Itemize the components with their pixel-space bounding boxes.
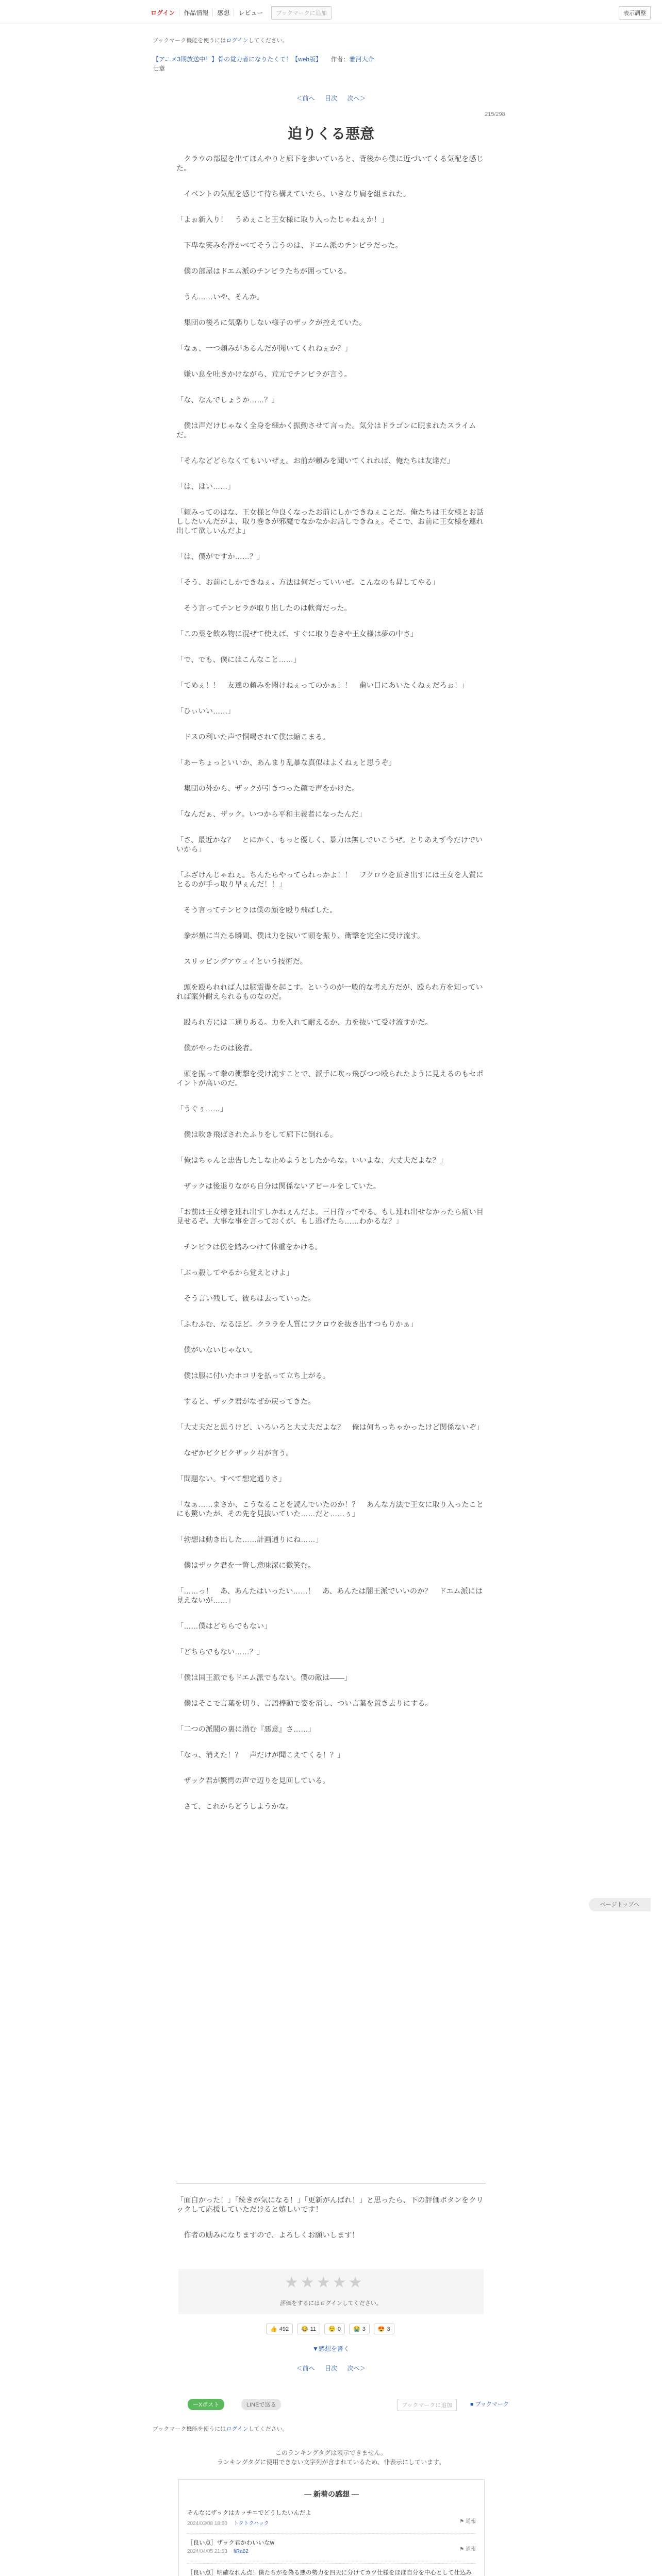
body-paragraph: 「そう、お前にしかできねぇ。方法は何だっていいぜ。こんなのも昇してやる」 <box>176 579 440 587</box>
body-paragraph: ザック君が驚愕の声で辺りを見回している。 <box>176 1777 330 1785</box>
body-paragraph: 「お前は王女様を連れ出すしかねぇんだよ。三日待ってやる。もし連れ出せなかったら痛い目見せるぞ。大事な事を言っておくが、もし逃げたら……わかるな？」 <box>176 1208 484 1226</box>
body-paragraph: 僕はそこで言葉を切り、言語捧動で姿を消し、つい言葉を置き去りにする。 <box>176 1700 433 1708</box>
body-paragraph: 「この薬を飲み物に混ぜて使えば、すぐに取り巻きや王女様は夢の中さ」 <box>176 630 418 638</box>
reaction-count: 3 <box>362 2326 366 2332</box>
reaction-count: 492 <box>279 2326 289 2332</box>
body-paragraph: 僕は声だけじゃなく全身を細かく振動させて言った。気分はドラゴンに睨まれたスライムだ。 <box>176 422 476 439</box>
reaction-button[interactable] <box>297 2324 320 2334</box>
body-paragraph: 下卑な笑みを浮かべてそう言うのは、ドエム派のチンピラだった。 <box>176 242 403 250</box>
body-paragraph: 「勃想は動き出した……計画通りにね……」 <box>176 1536 323 1544</box>
body-paragraph: そう言ってチンピラが取り出したのは軟膏だった。 <box>176 604 352 613</box>
login-link-inline-bottom[interactable]: ログイン <box>226 2426 249 2432</box>
reaction-count: 0 <box>337 2326 341 2332</box>
body-paragraph: 「問題ない。すべて想定通りさ」 <box>176 1475 286 1483</box>
body-paragraph: 「なっ、消えた！？ 声だけが聞こえてくる！？」 <box>176 1751 345 1759</box>
report-link[interactable]: ⚑ 通報 <box>459 2519 476 2524</box>
series-title-link[interactable]: 【アニメ3期放送中！】骨の覚力者になりたくて！【web版】 <box>153 56 322 63</box>
body-paragraph: 「なぁ、一つ頼みがあるんだが聞いてくれねぇか？」 <box>176 345 352 353</box>
body-paragraph: 「……僕はどちらでもない」 <box>176 1622 272 1631</box>
next-link-bottom[interactable]: 次へ＞ <box>347 2365 366 2372</box>
body-paragraph: 「ふむふむ、なるほど。クララを人質にフクロウを抜き出すつもりかぁ」 <box>176 1320 418 1329</box>
body-paragraph: 拳が頬に当たる瞬間、僕は力を抜いて頭を振り、衝撃を完全に受け流す。 <box>176 932 425 940</box>
body-paragraph: ザックは後退りながら自分は関係ないアピールをしていた。 <box>176 1182 381 1191</box>
body-paragraph: 殴られ方には二通りある。力を入れて耐えるか、力を抜いて受け流すかだ。 <box>176 1019 433 1027</box>
reaction-count: 11 <box>310 2326 317 2332</box>
rating-star-icon[interactable]: ★ <box>348 2274 362 2291</box>
body-paragraph: 「そんなどどらなくてもいいぜぇ。お前が頼みを聞いてくれれば、俺たちは友達だ」 <box>176 457 454 465</box>
reaction-emoji-icon: 👍 <box>270 2326 277 2332</box>
share-line-button[interactable]: LINEで送る <box>241 2399 281 2410</box>
body-paragraph: 「僕は国王派でもドエム派でもない。僕の敵は――」 <box>176 1674 352 1682</box>
page-top-button[interactable]: ページトップへ <box>589 1898 651 1911</box>
rating-star-icon[interactable]: ★ <box>332 2274 346 2291</box>
afterword <box>176 2196 486 2257</box>
author-label: 作者： <box>330 56 350 63</box>
reaction-emoji-icon: 😲 <box>328 2326 336 2332</box>
episode-body <box>176 155 486 1828</box>
reaction-count: 3 <box>387 2326 390 2332</box>
bookmark-login-notice-bottom: ブックマーク機能を使うにはログインしてください。 <box>153 2426 288 2432</box>
body-paragraph: そう言ってチンピラは僕の顔を殴り飛ばした。 <box>176 906 337 914</box>
body-paragraph: 僕は服に付いたホコリを払って立ち上がる。 <box>176 1372 330 1380</box>
body-paragraph: 頭を振って拳の衝撃を受け流すことで、派手に吹っ飛びつつ殴られたように見えるのもセポイントが高いのだ。 <box>176 1070 484 1088</box>
body-paragraph: そう言い残して、彼らは去っていった。 <box>176 1295 316 1303</box>
body-paragraph: 「さ、最近かな？ とにかく、もっと優しく、暴力は無しでいこうぜ。とりあえず今だけでいいから」 <box>176 836 483 854</box>
next-link[interactable]: 次へ＞ <box>347 95 366 102</box>
body-paragraph: 「よぉ新入り！ うめぇこと王女様に取り入ったじゃねぇか！」 <box>176 216 389 224</box>
bookmark-add-button[interactable]: ブックマークに追加 <box>271 6 331 20</box>
body-paragraph: なぜかビクビクザック君が言う。 <box>176 1449 293 1458</box>
top-bar <box>0 0 662 24</box>
author-link[interactable]: 雅河大介 <box>349 56 374 63</box>
review-divider <box>187 2533 476 2534</box>
series-row <box>153 55 514 73</box>
pager-bottom <box>0 2364 662 2372</box>
review-item[interactable]: ［良い点］明確なれん点！僕たちがを偽る悪の勢力を四天に分けてカツ仕様をほぼ自分を中心として仕込み <box>187 2570 472 2576</box>
body-paragraph: イベントの気配を感じて待ち構えていたら、いきなり肩を組まれた。 <box>176 190 411 198</box>
bookmark-icon: ■ <box>470 2401 475 2408</box>
body-paragraph: クラウの部屋を出てほんやりと廊下を歩いていると、背後から僕に近づいてくる気配を感じた。 <box>176 155 484 173</box>
bottom-tools <box>0 2399 662 2411</box>
body-paragraph: 僕がいないじゃない。 <box>176 1346 257 1354</box>
flag-icon: ⚑ <box>459 2519 466 2524</box>
body-paragraph: 「ぶっ殺してやるから覚えとけよ」 <box>176 1269 294 1277</box>
bookmark-login-notice: ブックマーク機能を使うにはログインしてください。 <box>153 38 288 44</box>
toc-link-bottom[interactable]: 目次 <box>324 2365 337 2372</box>
rating-star-icon[interactable]: ★ <box>316 2274 330 2291</box>
top-nav <box>146 6 332 20</box>
body-paragraph: 「ひぃいい……」 <box>176 707 235 716</box>
body-paragraph: 「は、僕がですか……？」 <box>176 553 264 561</box>
afterword-paragraph: 「面白かった！」「続きが気になる！」「更新がんばれ！」と思ったら、下の評価ボタンをクリックして応援していただけると嬉しいです！ <box>176 2196 484 2214</box>
bookmark-link[interactable]: ■ ブックマーク <box>470 2401 509 2408</box>
body-paragraph: 「なんだぁ、ザック。いつから平和主義者になったんだ」 <box>176 810 367 819</box>
body-paragraph: 「てめぇ！！ 友達の頼みを聞けねぇってのかぁ！！ 歯い目にあいたくねぇだろぉ！」 <box>176 682 469 690</box>
body-paragraph: 僕はザック君を一瞥し意味深に微笑む。 <box>176 1562 316 1570</box>
nav-impressions[interactable]: 感想 <box>213 9 234 16</box>
reaction-emoji-icon: 😭 <box>353 2326 360 2332</box>
rating-box <box>178 2269 484 2314</box>
nav-reviews[interactable]: レビュー <box>238 9 263 16</box>
display-settings-button[interactable]: 表示調整 <box>619 6 651 20</box>
body-paragraph: 「俺はちゃんと忠告したしな止めようとしたからな。いいよな、大丈夫だよな？」 <box>176 1157 447 1165</box>
body-paragraph: チンピラは僕を踏みつけて体重をかける。 <box>176 1243 322 1251</box>
prev-link-bottom[interactable]: ＜前へ <box>296 2365 315 2372</box>
episode-title: 迫りくる悪意 <box>287 125 374 142</box>
pager-top <box>0 94 662 103</box>
reaction-button[interactable] <box>349 2324 370 2334</box>
body-paragraph: 「大丈夫だと思うけど、いろいろと大丈夫だよな？ 俺は何ちっちゃかったけど関係ないぞ」 <box>176 1423 484 1432</box>
body-paragraph: 僕は吹き飛ばされたふりをして廊下に倒れる。 <box>176 1131 338 1139</box>
body-paragraph: 「ふざけんじゃねぇ。ちんたらやってられっかよ！！ フクロウを頂き出すには王女を人質にとるのが手っ取り早ぇんだ！！」 <box>176 871 484 889</box>
reaction-buttons <box>266 2324 394 2334</box>
report-link[interactable]: ⚑ 通報 <box>459 2547 476 2552</box>
body-paragraph: 嫌い息を吐きかけながら、荒元でチンピラが言う。 <box>176 370 352 379</box>
body-paragraph: 「……っ！ あ、あんたはいったい……！ あ、あんたは闇王派でいいのか？ ドエム派には見えないが……」 <box>176 1587 483 1605</box>
login-link-inline[interactable]: ログイン <box>226 38 249 44</box>
body-paragraph: 集団の後ろに気楽りしない様子のザックが控えていた。 <box>176 319 367 327</box>
body-paragraph: 「うぐぅ……」 <box>176 1105 228 1113</box>
login-link[interactable]: ログイン <box>146 9 179 16</box>
bookmark-add-button-bottom[interactable]: ブックマークに追加 <box>397 2399 457 2411</box>
reaction-button[interactable] <box>374 2324 394 2334</box>
review-divider <box>187 2563 476 2564</box>
body-paragraph: 僕がやったのは後者。 <box>176 1044 257 1053</box>
body-paragraph: すると、ザック君がなぜか戻ってきた。 <box>176 1398 316 1406</box>
rating-star-icon[interactable]: ★ <box>285 2274 299 2291</box>
body-paragraph: 「で、でも、僕にはこんなこと……」 <box>176 656 301 664</box>
body-paragraph: 「二つの派閥の裏に潜む『悪意』さ……」 <box>176 1725 316 1734</box>
body-paragraph: ドスの利いた声で恫喝されて僕は縮こまる。 <box>176 733 330 741</box>
toc-link[interactable]: 目次 <box>324 95 337 102</box>
share-post-button[interactable]: ーXポスト <box>188 2399 224 2410</box>
reaction-emoji-icon: 😂 <box>301 2326 308 2332</box>
review-item[interactable]: ［良い点］ザック君かわいいなw 2024/04/05 21:53 fiRa62 ⚑ 通報 <box>187 2540 476 2554</box>
body-paragraph: 「どちらでもない……？」 <box>176 1648 264 1656</box>
recent-impressions-heading: — 新着の感想 — <box>304 2490 359 2498</box>
body-paragraph: 頭を殴られれば人は脳震盪を起こす。というのが一般的な考え方だが、殴られ方を知っていれば案外耐えられるものなのだ。 <box>176 984 483 1001</box>
nav-novel-info[interactable]: 作品情報 <box>179 9 213 16</box>
chapter-label: 七章 <box>153 65 166 72</box>
rating-stars <box>285 2275 362 2291</box>
body-paragraph: 僕の部屋はドエム派のチンピラたちが囲っている。 <box>176 267 352 276</box>
write-impression-link[interactable]: ▼感想を書く <box>312 2345 350 2352</box>
body-paragraph: スリッピングアウェイという技術だ。 <box>176 958 307 966</box>
rating-login-note: 評価をするにはログインしてください。 <box>280 2300 382 2307</box>
body-paragraph: 「なぁ……まさか、こうなることを読んでいたのか！？ あんな方法で王女に取り入ったことにも驚いたが、その先を見抜いていた……だと……ぅ」 <box>176 1501 484 1518</box>
rating-star-icon[interactable]: ★ <box>300 2274 315 2291</box>
reaction-button[interactable] <box>324 2324 345 2334</box>
episode-number: 215/298 <box>485 111 505 117</box>
body-paragraph: 「あーちょっといいか、あんまり乱暴な真似はよくねぇと思うぞ」 <box>176 759 396 767</box>
body-paragraph: 「は、はい……」 <box>176 483 235 491</box>
body-paragraph: うん……いや、そんか。 <box>176 293 264 301</box>
flag-icon: ⚑ <box>459 2547 466 2552</box>
ranking-tag-message: このランキングタグは表示できません。 ランキングタグに使用できない文字列が含まれているため、非表示にしています。 <box>217 2449 445 2466</box>
body-paragraph: 集団の外から、ザックが引きつった顔で声をかけた。 <box>176 785 359 793</box>
reaction-button[interactable] <box>266 2324 293 2334</box>
body-paragraph: さて、これからどうしようかな。 <box>176 1803 293 1811</box>
review-item[interactable]: そんなにザックはカッチエでどうしたいんだよ 2024/03/08 18:50 トクトクハック ⚑ 通報 <box>187 2510 476 2527</box>
reviewer-link[interactable]: トクトクハック <box>233 2521 269 2527</box>
reviewer-link[interactable]: fiRa62 <box>233 2549 249 2554</box>
prev-link[interactable]: ＜前へ <box>296 95 315 102</box>
afterword-paragraph: 作者の励みになりますので、よろしくお願いします！ <box>176 2231 359 2240</box>
reaction-emoji-icon: 😍 <box>377 2326 385 2332</box>
body-paragraph: 「頼みってのはな、王女様と仲良くなったお前にしかできねぇことだ。俺たちは王女様とお話ししたいんだがよ、取り巻きが邪魔でなかなかお話しできねぇ。そこで、お前に王女様を連れ出して欲しいんだよ」 <box>176 509 484 535</box>
recent-impressions <box>178 2479 485 2576</box>
body-paragraph: 「な、なんでしょうか……？」 <box>176 396 279 404</box>
